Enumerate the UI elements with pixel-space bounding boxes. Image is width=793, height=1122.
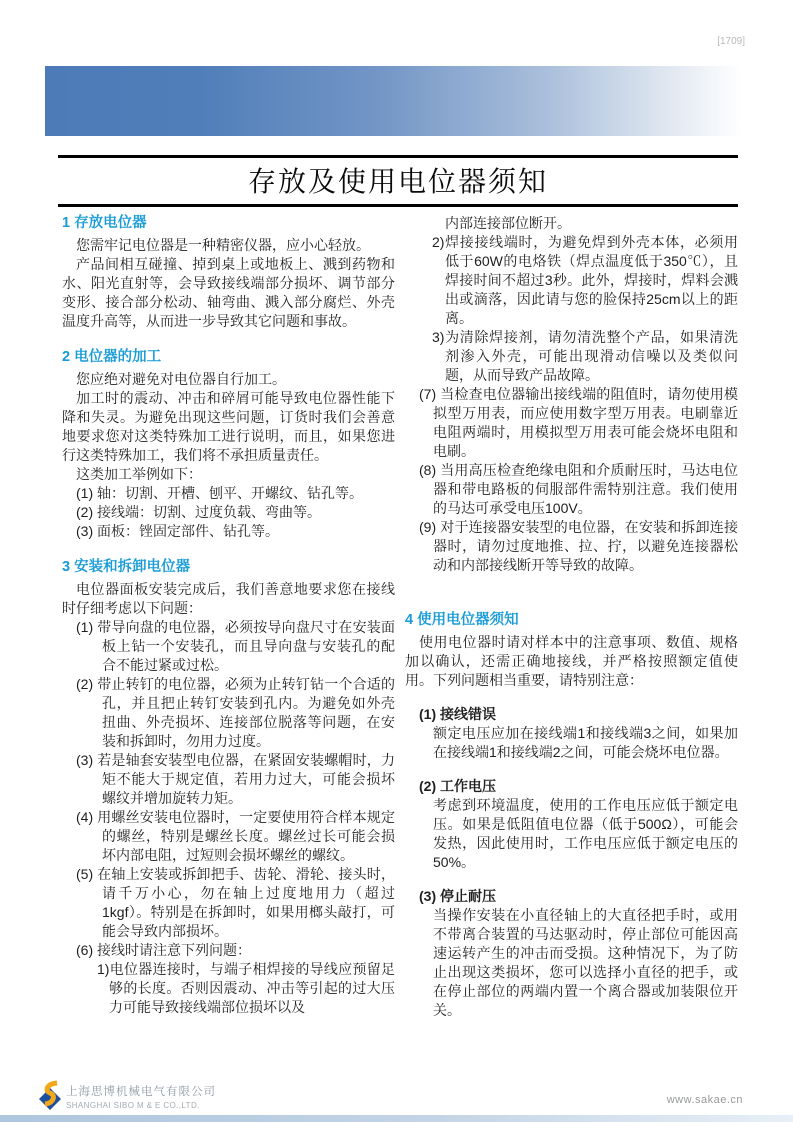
paragraph: 电位器面板安装完成后，我们善意地要求您在接线时仔细考虑以下问题： — [62, 581, 395, 616]
paragraph: 这类加工举例如下： — [76, 466, 202, 482]
section-4-heading: 4 使用电位器须知 — [405, 612, 519, 628]
company-name-block — [66, 1080, 216, 1110]
paragraph: 您需牢记电位器是一种精密仪器，应小心轻放。 — [76, 237, 370, 253]
list-item: (3) 面板：锉固定部件、钻孔等。 — [76, 523, 279, 539]
list-item: (5) 在轴上安装或拆卸把手、齿轮、滑轮、接头时，请千万小心，勿在轴上过度地用力（超过1kgf）。特别是在拆卸时，如果用榔头敲打，可能会导致内部损坏。 — [76, 866, 395, 939]
website-url: www.sakae.cn — [666, 1094, 743, 1106]
list-item: (3) 若是轴套安装型电位器，在紧固安装螺帽时，力矩不能大于规定值，若用力过大，可能会损坏螺纹并增加旋转力矩。 — [76, 752, 395, 806]
bold-list-label: (2) 工作电压 — [419, 778, 496, 794]
right-column — [405, 214, 738, 1020]
list-item: (4) 用螺丝安装电位器时，一定要使用符合样本规定的螺丝，特别是螺丝长度。螺丝过长可能会损坏内部电阻，过短则会损坏螺丝的螺纹。 — [76, 809, 395, 863]
list-item-body: 当操作安装在小直径轴上的大直径把手时，或用不带离合装置的马达驱动时，停止部位可能因高速运转产生的冲击而受损。这种情况下，为了防止出现这类损坏，您可以选择小直径的把手，或在停止部位的两端内置一个离合器或加装限位开关。 — [433, 907, 738, 1018]
list-item: (6) 接线时请注意下列问题： — [76, 942, 251, 958]
list-item-body: 额定电压应加在接线端1和接线端3之间，如果加在接线端1和接线端2之间，可能会烧坏电位器。 — [433, 725, 738, 760]
list-item: (2) 接线端：切割、过度负载、弯曲等。 — [76, 504, 321, 520]
list-item: (7) 当检查电位器输出接线端的阻值时，请勿使用模拟型万用表，而应使用数字型万用表。电刷靠近电阻两端时，用模拟型万用表可能会烧坏电阻和电刷。 — [419, 386, 738, 459]
company-logo-icon — [37, 1080, 63, 1110]
paragraph: 产品间相互碰撞、掉到桌上或地板上、溅到药物和水、阳光直射等，会导致接线端部分损坏、调节部分变形、接合部分松动、轴弯曲、溅入部分腐烂、外壳温度升高等，从而进一步导致其它问题和事故。 — [62, 256, 395, 329]
bold-list-label: (3) 停止耐压 — [419, 888, 496, 904]
bottom-edge-strip — [0, 1115, 793, 1122]
paragraph: 加工时的震动、冲击和碎屑可能导致电位器性能下降和失灵。为避免出现这些问题，订货时我们会善意地要求您对这类特殊加工进行说明，而且，如果您进行这类特殊加工，我们将不承担质量责任。 — [62, 390, 395, 463]
header-banner — [45, 66, 742, 136]
paragraph: 使用电位器时请对样本中的注意事项、数值、规格加以确认，还需正确地接线，并严格按照额定值使用。下列问题相当重要，请特别注意： — [405, 634, 738, 688]
company-name-en: SHANGHAI SIBO M & E CO.,LTD. — [66, 1101, 200, 1110]
sub-list-item: 3)为清除焊接剂，请勿清洗整个产品，如果清洗剂渗入外壳，可能出现滑动信噪以及类似问题，从而导致产品故障。 — [432, 329, 738, 383]
section-3-heading: 3 安装和拆卸电位器 — [62, 559, 191, 575]
list-item: (8) 当用高压检查绝缘电阻和介质耐压时，马达电位器和带电路板的伺服部件需特别注意。我们使用的马达可承受电压100V。 — [419, 462, 738, 516]
company-name-cn: 上海思博机械电气有限公司 — [66, 1086, 216, 1098]
sub-list-item: 2)焊接接线端时，为避免焊到外壳本体，必须用低于60W的电烙铁（焊点温度低于350℃），且焊接时间不超过3秒。此外，焊接时，焊料会溅出或滴落，因此请与您的脸保持25cm以上的距离。 — [432, 234, 738, 326]
title-block — [58, 155, 738, 207]
continuation-line: 内部连接部位断开。 — [445, 215, 571, 231]
page-number: [1709] — [717, 36, 745, 47]
list-item: (2) 带止转钉的电位器，必须为止转钉钻一个合适的孔，并且把止转钉安装到孔内。为避免如外壳扭曲、外壳损坏、连接部位脱落等问题，在安装和拆卸时，勿用力过度。 — [76, 676, 395, 749]
list-item: (1) 轴：切割、开槽、刨平、开螺纹、钻孔等。 — [76, 485, 363, 501]
section-2-heading: 2 电位器的加工 — [62, 349, 162, 365]
page-title: 存放及使用电位器须知 — [247, 166, 548, 197]
list-item: (9) 对于连接器安装型的电位器，在安装和拆卸连接器时，请勿过度地推、拉、拧，以避免连接器松动和内部接线断开等导致的故障。 — [419, 519, 738, 573]
sub-list-item: 1)电位器连接时，与端子相焊接的导线应预留足够的长度。否则因震动、冲击等引起的过大压力可能导致接线端部位损坏以及 — [97, 961, 395, 1015]
left-column — [62, 214, 395, 1020]
list-item-body: 考虑到环境温度，使用的工作电压应低于额定电压。如果是低阻值电位器（低于500Ω），可能会发热，因此使用时，工作电压应低于额定电压的50%。 — [433, 797, 738, 870]
bold-list-label: (1) 接线错误 — [419, 706, 496, 722]
list-item: (1) 带导向盘的电位器，必须按导向盘尺寸在安装面板上钻一个安装孔，而且导向盘与安装孔的配合不能过紧或过松。 — [76, 619, 395, 673]
footer — [37, 1080, 216, 1110]
content-columns — [62, 214, 738, 1020]
section-1-heading: 1 存放电位器 — [62, 215, 147, 231]
paragraph: 您应绝对避免对电位器自行加工。 — [76, 371, 286, 387]
